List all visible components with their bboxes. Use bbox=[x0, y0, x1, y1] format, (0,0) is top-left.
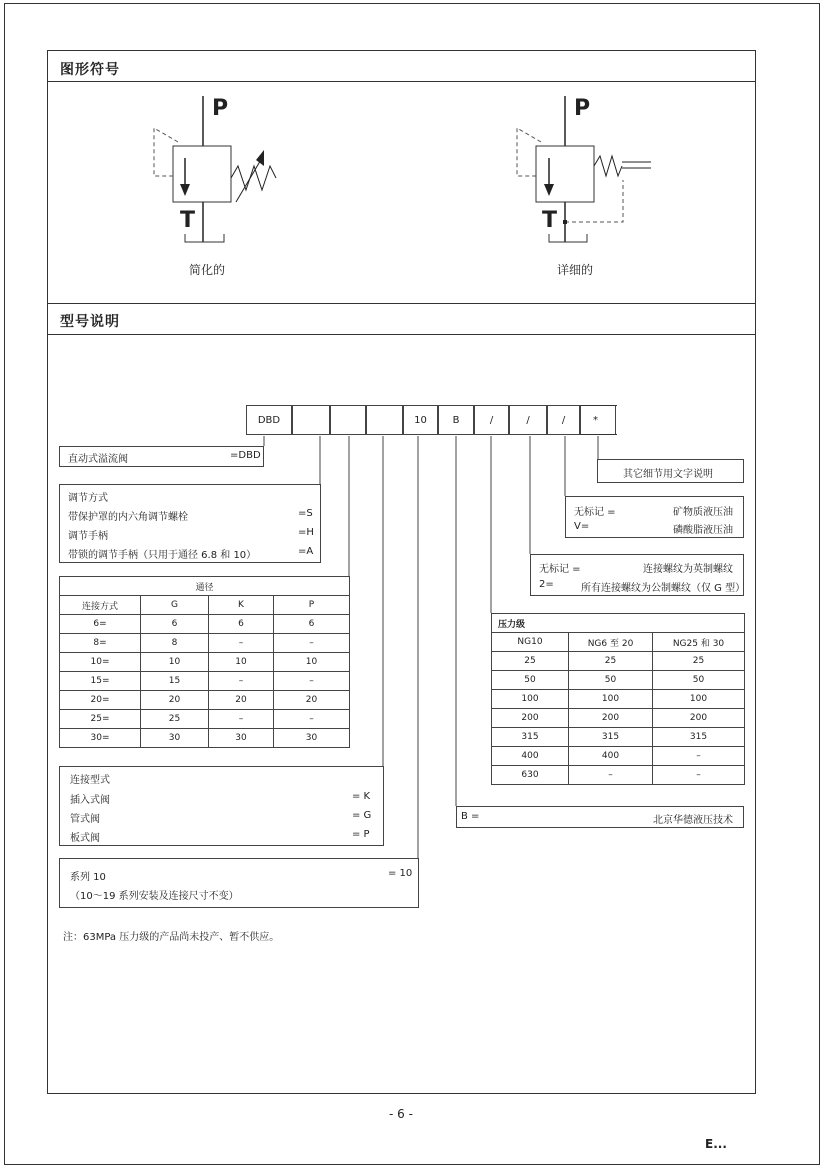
thread-label: 无标记 = bbox=[539, 564, 581, 575]
table-cell: 50 bbox=[569, 671, 653, 690]
table-cell: – bbox=[274, 710, 350, 729]
table-row bbox=[60, 710, 350, 729]
table-cell: 100 bbox=[492, 690, 569, 709]
table-cell: 50 bbox=[492, 671, 569, 690]
port-p-label: P bbox=[212, 96, 229, 121]
table-header: P bbox=[274, 596, 350, 615]
table-cell: – bbox=[209, 710, 274, 729]
adjust-code: =H bbox=[298, 527, 314, 538]
table-cell: 30 bbox=[209, 729, 274, 748]
fluid-box bbox=[565, 496, 744, 538]
table-cell: 25 bbox=[492, 652, 569, 671]
fluid-value: 磷酸脂液压油 bbox=[673, 525, 733, 536]
adjust-code: =S bbox=[298, 508, 313, 519]
connection-label: 管式阀 bbox=[70, 814, 100, 825]
table-cell: – bbox=[209, 672, 274, 691]
table-cell: 30 bbox=[274, 729, 350, 748]
table-row bbox=[60, 615, 350, 634]
table-header: G bbox=[141, 596, 209, 615]
table-cell: 15 bbox=[141, 672, 209, 691]
table-cell: 25 bbox=[653, 652, 745, 671]
port-t-label: T bbox=[542, 208, 558, 233]
fluid-label: V= bbox=[574, 521, 590, 532]
adjust-code: =A bbox=[298, 546, 314, 557]
code-cell: / bbox=[474, 405, 509, 435]
table-cell: 8 bbox=[141, 634, 209, 653]
table-cell: 25 bbox=[141, 710, 209, 729]
table-cell: 25= bbox=[60, 710, 141, 729]
code-cell: / bbox=[547, 405, 580, 435]
symbol-caption-detailed: 详细的 bbox=[557, 263, 594, 277]
series-note: （10～19 系列安装及连接尺寸不变） bbox=[70, 891, 239, 902]
table-header: K bbox=[209, 596, 274, 615]
fluid-value: 矿物质液压油 bbox=[673, 507, 733, 518]
page-number: - 6 - bbox=[389, 1107, 413, 1121]
size-table-title: 通径 bbox=[60, 577, 350, 596]
code-cell: 10 bbox=[403, 405, 438, 435]
adjust-label: 带锁的调节手柄（只用于通径 6.8 和 10） bbox=[68, 550, 257, 561]
table-cell: 100 bbox=[653, 690, 745, 709]
connection-label: 板式阀 bbox=[70, 833, 100, 844]
fluid-label: 无标记 = bbox=[574, 507, 616, 518]
thread-box bbox=[530, 554, 744, 596]
table-row bbox=[492, 728, 745, 747]
table-cell: 10 bbox=[141, 653, 209, 672]
table-row bbox=[492, 747, 745, 766]
thread-value: 所有连接螺纹为公制螺纹（仅 G 型） bbox=[581, 583, 746, 594]
port-p-label: P bbox=[574, 96, 591, 121]
table-cell: 630 bbox=[492, 766, 569, 785]
table-row bbox=[60, 634, 350, 653]
table-cell: 100 bbox=[569, 690, 653, 709]
series-code: = 10 bbox=[388, 868, 413, 879]
section-title-symbols: 图形符号 bbox=[60, 62, 120, 78]
adjust-title: 调节方式 bbox=[68, 493, 108, 504]
table-cell: – bbox=[569, 766, 653, 785]
table-cell: 30= bbox=[60, 729, 141, 748]
table-cell: – bbox=[653, 747, 745, 766]
connection-code: = K bbox=[352, 791, 371, 802]
table-cell: – bbox=[653, 766, 745, 785]
thread-label: 2= bbox=[539, 579, 554, 590]
section-title-model: 型号说明 bbox=[60, 314, 120, 330]
footnote: 注：63MPa 压力级的产品尚未投产、暂不供应。 bbox=[63, 932, 280, 943]
connection-label: 插入式阀 bbox=[70, 795, 110, 806]
table-cell: 25 bbox=[569, 652, 653, 671]
connection-code: = G bbox=[352, 810, 372, 821]
table-header: NG25 和 30 bbox=[653, 633, 745, 652]
connection-box bbox=[59, 766, 384, 846]
pressure-table bbox=[491, 613, 745, 785]
code-cell: / bbox=[509, 405, 547, 435]
pressure-table-title: 压力级 bbox=[492, 614, 745, 633]
maker-value: 北京华德液压技术 bbox=[653, 815, 733, 826]
code-cell: DBD bbox=[246, 405, 292, 435]
corner-mark: E... bbox=[705, 1137, 727, 1151]
adjust-box bbox=[59, 484, 321, 563]
symbol-caption-simplified: 简化的 bbox=[189, 263, 226, 277]
table-cell: 400 bbox=[492, 747, 569, 766]
table-cell: 6= bbox=[60, 615, 141, 634]
adjust-label: 调节手柄 bbox=[68, 531, 108, 542]
table-row bbox=[492, 690, 745, 709]
table-cell: 10= bbox=[60, 653, 141, 672]
table-row bbox=[60, 729, 350, 748]
dbd-code: =DBD bbox=[230, 450, 261, 461]
table-cell: 6 bbox=[141, 615, 209, 634]
adjust-label: 带保护罩的内六角调节螺栓 bbox=[68, 512, 188, 523]
connection-title: 连接型式 bbox=[70, 775, 110, 786]
table-cell: 8= bbox=[60, 634, 141, 653]
table-cell: – bbox=[274, 634, 350, 653]
table-row bbox=[60, 672, 350, 691]
table-row bbox=[492, 652, 745, 671]
table-header: 连接方式 bbox=[60, 596, 141, 615]
table-header: NG6 至 20 bbox=[569, 633, 653, 652]
table-row bbox=[60, 653, 350, 672]
table-cell: 10 bbox=[274, 653, 350, 672]
port-t-label: T bbox=[180, 208, 196, 233]
table-cell: 20 bbox=[209, 691, 274, 710]
table-cell: 30 bbox=[141, 729, 209, 748]
connection-code: = P bbox=[352, 829, 370, 840]
other-box bbox=[597, 459, 744, 483]
table-cell: 200 bbox=[569, 709, 653, 728]
table-cell: 10 bbox=[209, 653, 274, 672]
series-label: 系列 10 bbox=[70, 872, 106, 883]
maker-box bbox=[456, 806, 744, 828]
table-cell: 6 bbox=[209, 615, 274, 634]
series-box bbox=[59, 858, 419, 908]
table-cell: 200 bbox=[653, 709, 745, 728]
table-header: NG10 bbox=[492, 633, 569, 652]
code-cell: B bbox=[438, 405, 474, 435]
table-cell: 6 bbox=[274, 615, 350, 634]
table-cell: 50 bbox=[653, 671, 745, 690]
table-cell: 315 bbox=[569, 728, 653, 747]
size-table bbox=[59, 576, 350, 748]
thread-value: 连接螺纹为英制螺纹 bbox=[643, 564, 733, 575]
table-row bbox=[492, 766, 745, 785]
maker-label: B = bbox=[461, 811, 480, 822]
table-cell: – bbox=[209, 634, 274, 653]
table-cell: 20= bbox=[60, 691, 141, 710]
table-cell: 315 bbox=[492, 728, 569, 747]
table-row bbox=[492, 671, 745, 690]
code-cell: * bbox=[593, 414, 598, 426]
table-row bbox=[60, 691, 350, 710]
table-cell: 15= bbox=[60, 672, 141, 691]
table-cell: 20 bbox=[141, 691, 209, 710]
table-cell: 400 bbox=[569, 747, 653, 766]
table-row bbox=[492, 709, 745, 728]
table-cell: 200 bbox=[492, 709, 569, 728]
table-cell: 20 bbox=[274, 691, 350, 710]
dbd-name: 直动式溢流阀 bbox=[68, 454, 128, 465]
other-text: 其它细节用文字说明 bbox=[623, 469, 713, 480]
dbd-box bbox=[59, 446, 264, 467]
table-cell: 315 bbox=[653, 728, 745, 747]
table-cell: – bbox=[274, 672, 350, 691]
